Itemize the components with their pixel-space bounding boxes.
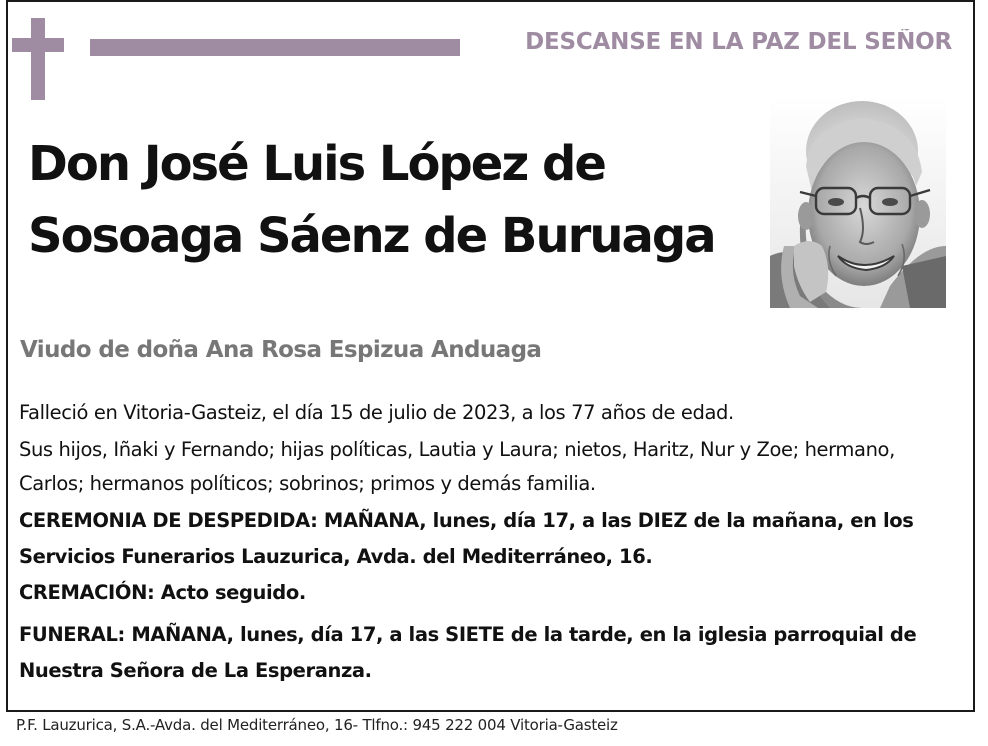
deceased-name-line-2: Sosoaga Sáenz de Buruaga [28,208,715,264]
deceased-name-line-1: Don José Luis López de [28,136,605,192]
funeral-details: FUNERAL: MAÑANA, lunes, día 17, a las SIETE de la tarde, en la iglesia parroquial de Nuestra Señora de La Esperanza. [19,623,917,682]
spouse-line: Viudo de doña Ana Rosa Espizua Anduaga [20,337,542,363]
portrait-photo [770,96,946,308]
portrait-illustration [770,96,946,308]
funeral-home-footer: P.F. Lauzurica, S.A.-Avda. del Mediterráneo, 16- Tlfno.: 945 222 004 Vitoria-Gasteiz [16,716,618,734]
ceremony-text: CEREMONIA DE DESPEDIDA: MAÑANA, lunes, día 17, a las DIEZ de la mañana, en los Servicios Funerarios Lauzurica, Avda. del Mediterráneo, 16. [19,509,914,568]
header-rule [90,39,460,56]
cross-icon-horizontal [12,38,64,52]
header-motto: DESCANSE EN LA PAZ DEL SEÑOR [525,29,952,55]
family-list: Sus hijos, Iñaki y Fernando; hijas políticas, Lautia y Laura; nietos, Haritz, Nur y Zoe; hermano, Carlos; hermanos políticos; sobrinos; primos y demás familia. [19,438,895,495]
death-notice: Falleció en Vitoria-Gasteiz, el día 15 de julio de 2023, a los 77 años de edad. [19,401,734,424]
cremation-text: CREMACIÓN: Acto seguido. [19,581,306,604]
cross-icon-vertical [31,18,45,100]
deceased-name [28,128,758,272]
announcement-body [19,395,963,691]
ceremony-details [19,503,963,611]
